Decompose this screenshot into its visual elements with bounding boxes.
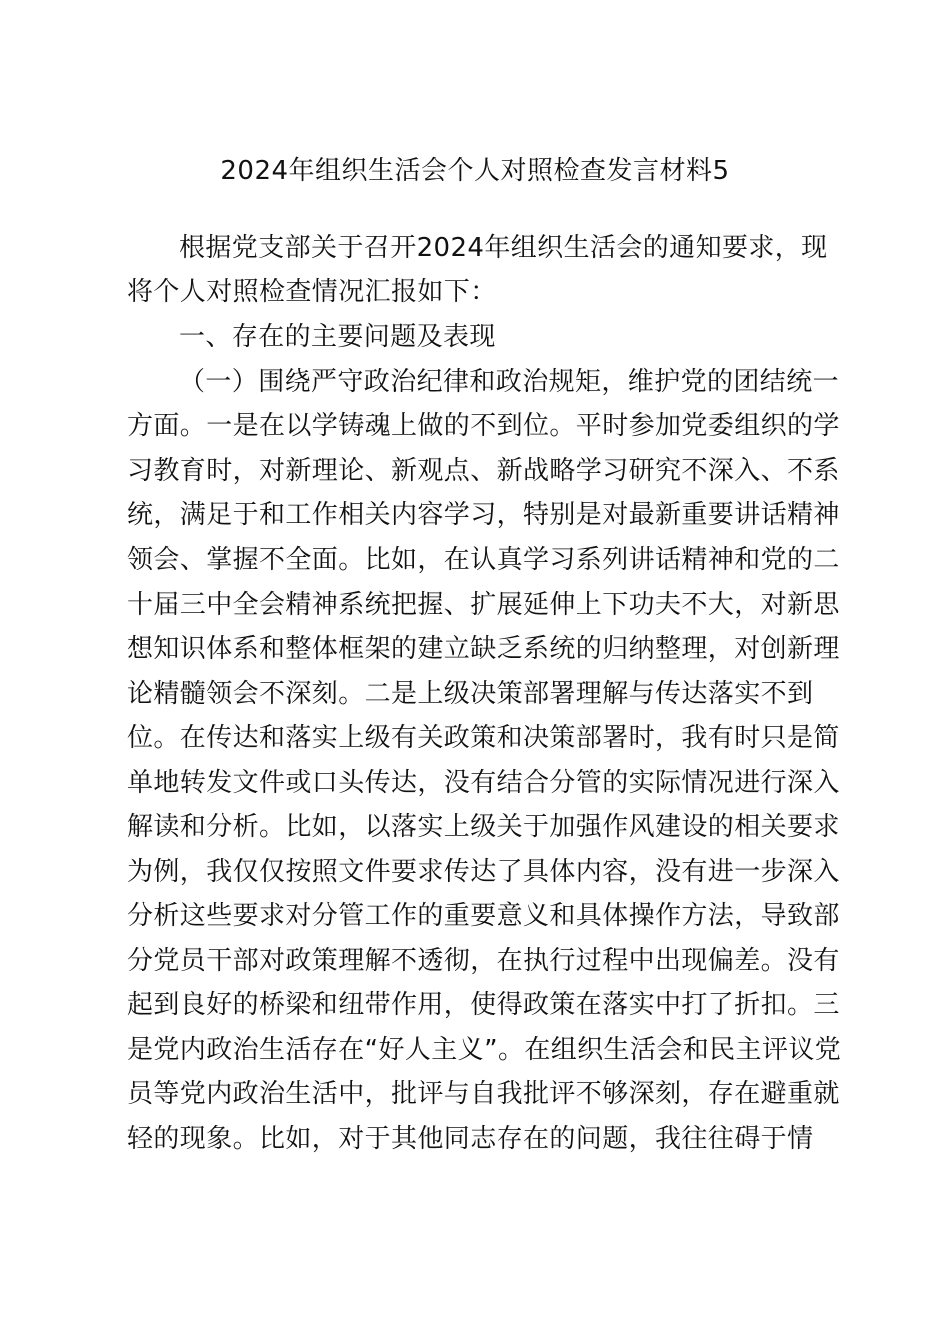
paragraph-line: 领会、掌握不全面。比如，在认真学习系列讲话精神和党的二 [127, 545, 840, 575]
paragraph-line: 为例，我仅仅按照文件要求传达了具体内容，没有进一步深入 [127, 857, 840, 887]
paragraph-line: 分析这些要求对分管工作的重要意义和具体操作方法，导致部 [127, 901, 840, 931]
paragraph-line: 习教育时，对新理论、新观点、新战略学习研究不深入、不系 [127, 456, 840, 486]
paragraph-line: 是党内政治生活存在“好人主义”。在组织生活会和民主评议党 [127, 1035, 842, 1065]
paragraph-line: （一）围绕严守政治纪律和政治规矩，维护党的团结统一 [179, 367, 840, 397]
paragraph-line: 根据党支部关于召开2024年组织生活会的通知要求，现 [179, 233, 828, 263]
paragraph-line: 统，满足于和工作相关内容学习，特别是对最新重要讲话精神 [127, 500, 840, 530]
paragraph-line: 十届三中全会精神系统把握、扩展延伸上下功夫不大，对新思 [127, 590, 840, 620]
paragraph-line: 起到良好的桥梁和纽带作用，使得政策在落实中打了折扣。三 [127, 990, 840, 1020]
paragraph-line: 分党员干部对政策理解不透彻，在执行过程中出现偏差。没有 [127, 946, 840, 976]
paragraph-line: 单地转发文件或口头传达，没有结合分管的实际情况进行深入 [127, 768, 840, 798]
paragraph-line: 解读和分析。比如，以落实上级关于加强作风建设的相关要求 [127, 812, 840, 842]
paragraph-line: 论精髓领会不深刻。二是上级决策部署理解与传达落实不到 [127, 679, 814, 709]
paragraph-line: 位。在传达和落实上级有关政策和决策部署时，我有时只是简 [127, 723, 840, 753]
paragraph-line: 将个人对照检查情况汇报如下： [127, 277, 497, 307]
paragraph-line: 轻的现象。比如，对于其他同志存在的问题，我往往碍于情 [127, 1124, 814, 1154]
paragraph-line: 方面。一是在以学铸魂上做的不到位。平时参加党委组织的学 [127, 411, 840, 441]
paragraph-line: 想知识体系和整体框架的建立缺乏系统的归纳整理，对创新理 [127, 634, 840, 664]
paragraph-line: 员等党内政治生活中，批评与自我批评不够深刻，存在避重就 [127, 1079, 840, 1109]
document-title: 2024年组织生活会个人对照检查发言材料5 [220, 156, 730, 186]
section-heading: 一、存在的主要问题及表现 [179, 322, 496, 352]
